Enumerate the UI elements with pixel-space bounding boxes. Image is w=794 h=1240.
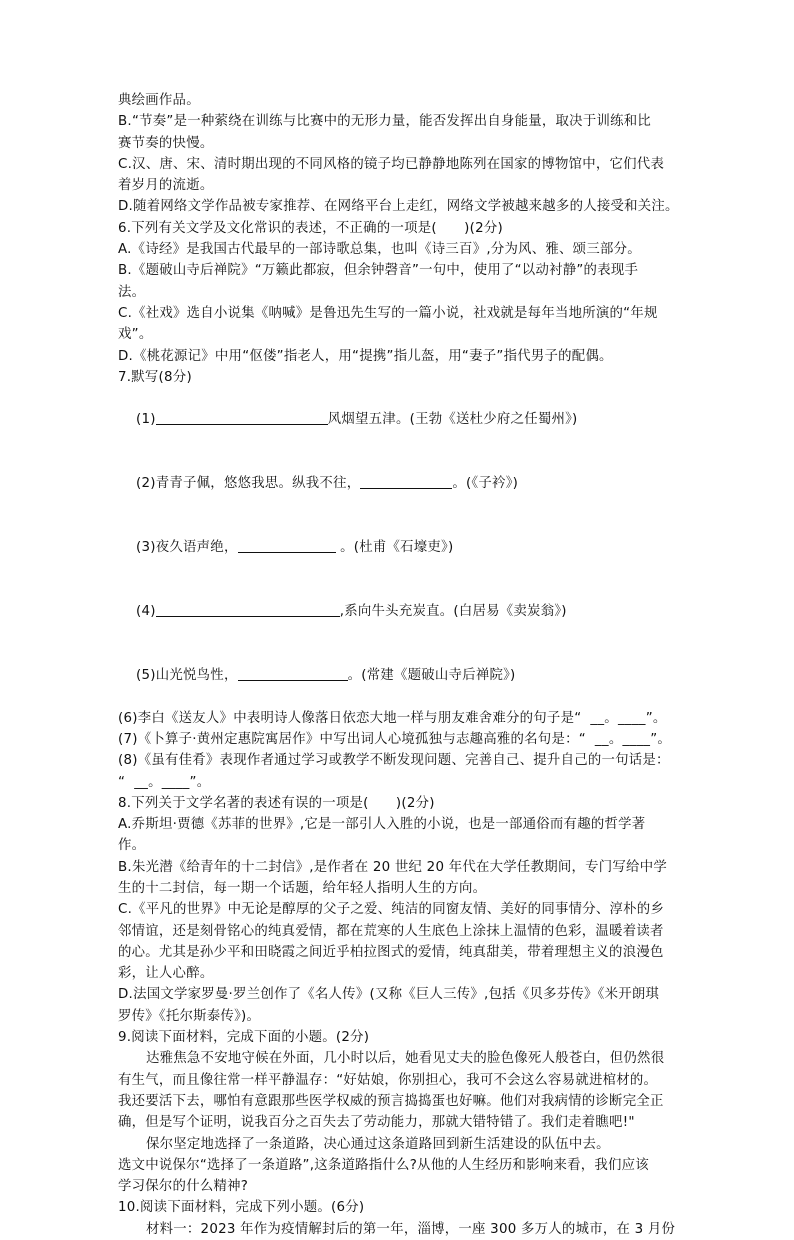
dictation-prefix: (1) [136, 412, 156, 428]
question-7: 7.默写(8分) [118, 369, 192, 385]
question-6: 6.下列有关文学及文化常识的表述，不正确的一项是( )(2分) [118, 220, 503, 236]
dictation-suffix: 。(《子衿》) [452, 476, 519, 492]
answer-blank[interactable] [238, 666, 348, 681]
question-8: 8.下列关于文学名著的表述有误的一项是( )(2分) [118, 795, 435, 811]
option-d: D.《桃花源记》中用“伛偻”指老人，用“提携”指儿盔，用“妻子”指代男子的配偶。 [118, 348, 613, 364]
text-line: 赛节奏的快慢。 [118, 135, 214, 151]
dictation-prefix: (3)夜久语声绝， [136, 540, 238, 556]
dictation-suffix: 。(杜甫《石壕吏》) [335, 540, 454, 556]
text-line: 生的十二封信，每一期一个话题，给年轻人指明人生的方向。 [118, 880, 487, 896]
dictation-item [118, 644, 686, 708]
text-line: 学习保尔的什么精神? [118, 1179, 249, 1195]
dictation-item [118, 516, 686, 580]
dictation-prefix: (5)山光悦鸟性， [136, 668, 238, 684]
text-line: “ __。____”。 [118, 774, 211, 790]
dictation-prefix: (4) [136, 604, 156, 620]
answer-blank[interactable] [156, 602, 340, 617]
text-line: 着岁月的流逝。 [118, 178, 214, 194]
passage-line: 保尔坚定地选择了一条道路，决心通过这条道路回到新生活建设的队伍中去。 [146, 1136, 610, 1152]
dictation-prefix: (2)青青子佩，悠悠我思。纵我不往， [136, 476, 361, 492]
option-a: A.乔斯坦·贾德《苏菲的世界》,它是一部引人入胜的小说，也是一部通俗而有趣的哲学著 [118, 817, 646, 833]
text-line: 罗传》《托尔斯泰传》)。 [118, 1008, 261, 1024]
material-line: 材料一：2023 年作为疫情解封后的第一年，淄博，一座 300 多万人的城市，在 3 月份 [146, 1221, 676, 1237]
document-page [118, 90, 686, 1240]
passage-line: 有生气，而且像往常一样平静温存：“好姑娘，你别担心，我可不会这么容易就进棺材的。 [118, 1072, 658, 1088]
option-a: A.《诗经》是我国古代最早的一部诗歌总集，也叫《诗三百》,分为风、雅、颂三部分。 [118, 242, 641, 258]
answer-blank[interactable] [238, 538, 336, 553]
text-line: 戏”。 [118, 327, 153, 343]
dictation-suffix: 。(常建《题破山寺后禅院》) [347, 668, 516, 684]
dictation-item: (8)《虽有佳肴》表现作者通过学习或教学不断发现问题、完善自己、提升自己的一句话是： [118, 753, 670, 769]
text-line: 彩，让人心醉。 [118, 966, 214, 982]
dictation-item: (7)《卜算子·黄州定惠院寓居作》中写出词人心境孤独与志趣高雅的名句是：“ __。____”。 [118, 731, 672, 747]
text-line: 的心。尤其是孙少平和田晓霞之间近乎柏拉图式的爱情，纯真甜美，带着理想主义的浪漫色 [118, 944, 664, 960]
dictation-item: (6)李白《送友人》中表明诗人像落日依恋大地一样与朋友难舍难分的句子是“ __。____”。 [118, 710, 667, 726]
dictation-suffix: 风烟望五津。(王勃《送杜少府之任蜀州》) [327, 412, 578, 428]
question-10: 10.阅读下面材料，完成下列小题。(6分) [118, 1200, 365, 1216]
text-line: 法。 [118, 284, 146, 300]
option-d: D.法国文学家罗曼·罗兰创作了《名人传》(又称《巨人三传》,包括《贝多芬传》《米开朗琪 [118, 987, 660, 1003]
answer-blank[interactable] [360, 474, 452, 489]
dictation-item [118, 388, 686, 452]
text-line: 邻情谊，还是刻骨铭心的纯真爱情，都在荒寒的人生底色上涂抹上温情的色彩，温暖着读者 [118, 923, 664, 939]
option-d: D.随着网络文学作品被专家推荐、在网络平台上走红，网络文学被越来越多的人接受和关注。 [118, 199, 679, 215]
passage-line: 达雅焦急不安地守候在外面，几小时以后，她看见丈夫的脸色像死人般苍白，但仍然很 [146, 1051, 665, 1067]
option-b: B.《题破山寺后禅院》“万籁此都寂，但余钟磬音”一句中，使用了“以动衬静”的表现手 [118, 263, 639, 279]
answer-blank[interactable] [156, 410, 328, 425]
dictation-item [118, 452, 686, 516]
option-c: C.《社戏》选自小说集《呐喊》是鲁迅先生写的一篇小说，社戏就是每年当地所演的“年规 [118, 305, 658, 321]
option-c: C.汉、唐、宋、清时期出现的不同风格的镜子均已静静地陈列在国家的博物馆中，它们代表 [118, 156, 665, 172]
option-c: C.《平凡的世界》中无论是醇厚的父子之爱、纯洁的同窗友情、美好的同事情分、淳朴的乡 [118, 902, 665, 918]
question-9: 9.阅读下面材料，完成下面的小题。(2分) [118, 1030, 370, 1046]
option-b: B.“节奏”是一种萦绕在训练与比赛中的无形力量，能否发挥出自身能量，取决于训练和比 [118, 114, 652, 130]
dictation-item [118, 580, 686, 644]
passage-line: 确，但是写个证明，说我百分之百失去了劳动能力，那就大错特错了。我们走着瞧吧!" [118, 1115, 635, 1131]
dictation-suffix: ,系向牛头充炭直。(白居易《卖炭翁》) [339, 604, 567, 620]
passage-line: 我还要活下去，哪怕有意跟那些医学权威的预言捣捣蛋也好嘛。他们对我病情的诊断完全正 [118, 1093, 664, 1109]
text-line: 典绘画作品。 [118, 93, 200, 108]
option-b: B.朱光潜《给青年的十二封信》,是作者在 20 世纪 20 年代在大学任教期间，专门写给中学 [118, 859, 667, 875]
text-line: 作。 [118, 838, 146, 854]
question-prompt: 选文中说保尔“选择了一条道路”,这条道路指什么?从他的人生经历和影响来看，我们应该 [118, 1157, 649, 1173]
